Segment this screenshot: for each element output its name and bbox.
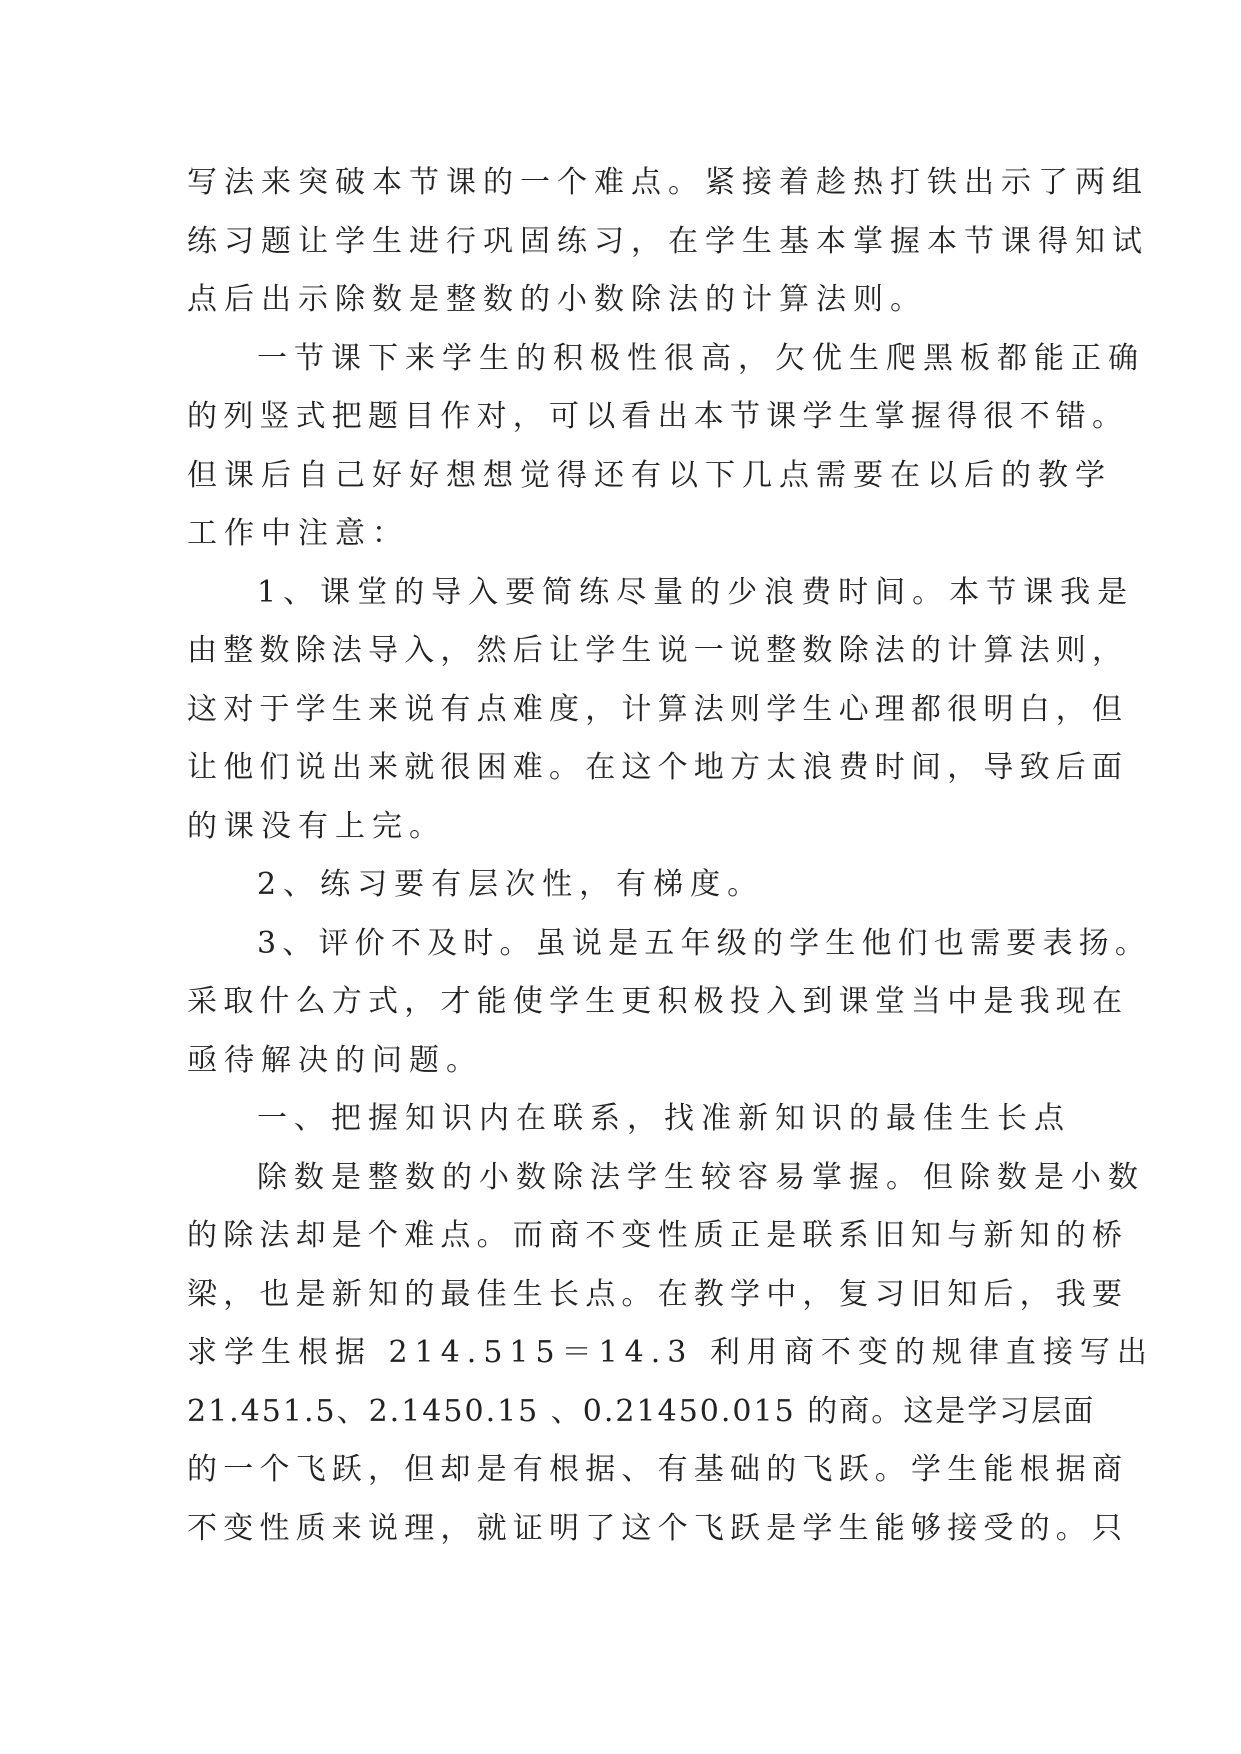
text-line: 练习题让学生进行巩固练习，在学生基本掌握本节课得知试 [187,223,1149,259]
text-line: 梁，也是新知的最佳生长点。在教学中，复习旧知后，我要 [187,1276,1129,1312]
text-line: 点后出示除数是整数的小数除法的计算法则。 [187,282,927,317]
text-line: 这对于学生来说有点难度，计算法则学生心理都很明白，但 [187,691,1129,727]
text-line: 的课没有上完。 [187,808,446,844]
text-line: 亟待解决的问题。 [187,1042,483,1078]
text-line: 由整数除法导入，然后让学生说一说整数除法的计算法则， [187,633,1129,668]
text-line: 21.451.5、2.1450.15 、0.21450.015 的商。这是学习层面 [187,1393,1096,1429]
paragraph-start-line: 一节课下来学生的积极性很高，欠优生爬黑板都能正确 [257,340,1145,376]
text-line: 不变性质来说理，就证明了这个飞跃是学生能够接受的。只 [187,1510,1129,1546]
paragraph-start-line: 除数是整数的小数除法学生较容易掌握。但除数是小数 [257,1159,1145,1195]
text-line: 工作中注意： [187,516,409,551]
section-heading-line: 一、把握知识内在联系，找准新知识的最佳生长点 [257,1101,1071,1136]
list-item-3-line: 3、评价不及时。虽说是五年级的学生他们也需要表扬。 [257,925,1152,961]
text-line: 让他们说出来就很困难。在这个地方太浪费时间，导致后面 [187,750,1129,785]
text-line: 的列竖式把题目作对，可以看出本节课学生掌握得很不错。 [187,399,1129,434]
text-line: 但课后自己好好想想觉得还有以下几点需要在以后的教学 [187,457,1112,493]
list-item-2-line: 2、练习要有层次性，有梯度。 [257,867,765,902]
text-line: 的一个飞跃，但却是有根据、有基础的飞跃。学生能根据商 [187,1452,1129,1487]
text-line: 写法来突破本节课的一个难点。紧接着趁热打铁出示了两组 [187,165,1149,200]
text-line: 求学生根据 214.515＝14.3 利用商不变的规律直接写出 [187,1335,1154,1370]
list-item-1-line: 1、课堂的导入要简练尽量的少浪费时间。本节课我是 [257,574,1135,610]
text-line: 采取什么方式，才能使学生更积极投入到课堂当中是我现在 [187,984,1129,1019]
text-line: 的除法却是个难点。而商不变性质正是联系旧知与新知的桥 [187,1218,1129,1253]
document-body [187,154,1154,1558]
